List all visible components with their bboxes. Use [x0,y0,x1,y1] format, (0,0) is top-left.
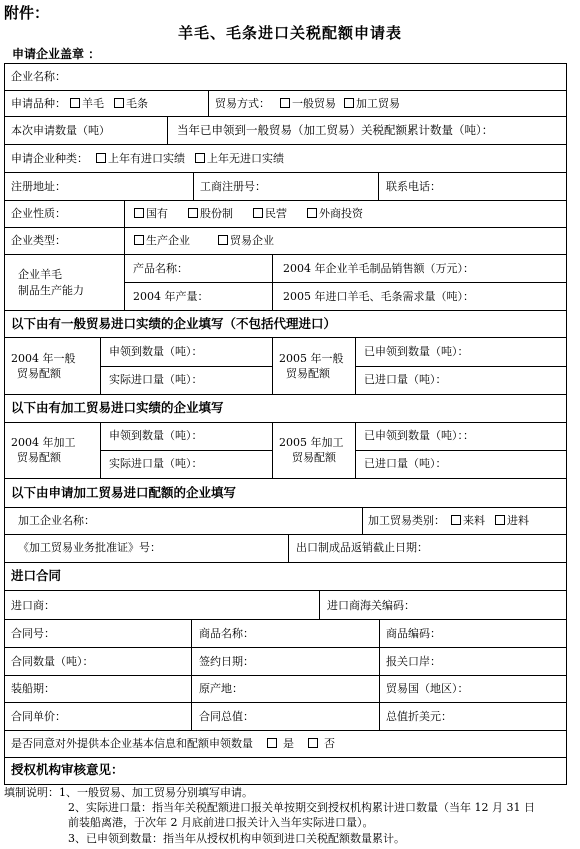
consent-field [11,737,335,750]
form-title: 羊毛、毛条进口关税配额申请表 [177,24,402,42]
processing-applied-2005-label: 已申领到数量（吨）：： [364,429,474,442]
trade-mode-field [215,97,400,110]
processing-2005-label-line2: 贸易配额 [292,451,336,464]
ownership-options [130,207,363,220]
company-category-field [11,152,284,165]
checkbox-consent-yes[interactable] [267,738,277,748]
processing-2005-label-line1: 2005 年加工 [279,436,344,449]
registered-address-label: 注册地址： [11,180,66,193]
checkbox-wool-top[interactable] [114,98,124,108]
importer-label: 进口商： [11,599,55,612]
consent-label: 是否同意对外提供本企业基本信息和配额申领数量 [11,737,253,750]
checkbox-joint-stock[interactable] [188,208,198,218]
total-price-label: 合同总值： [199,710,254,723]
option-wool: 羊毛 [82,97,104,110]
option-consent-no: 否 [324,737,335,750]
note-line-4: 3、已申领到数量：指当年从授权机构申领到进口关税配额数量累计。 [68,832,405,845]
cumulative-quantity-label: 当年已申领到一般贸易（加工贸易）关税配额累计数量（吨）： [177,123,494,137]
processing-company-label: 加工企业名称： [18,514,95,527]
checkbox-trading-company[interactable] [218,235,228,245]
processing-category-label: 加工贸易类别： [368,514,445,527]
product-name-label: 产品名称： [133,262,188,275]
general-imported-2005-label: 已进口量（吨）： [364,373,447,386]
general-applied-2005-label: 已申领到数量（吨）： [364,345,469,358]
processing-actual-label: 实际进口量（吨）： [109,457,203,470]
checkbox-state-owned[interactable] [134,208,144,218]
product-type-field [11,97,148,110]
processing-apply-heading: 以下由申请加工贸易进口配额的企业填写 [11,485,237,500]
checkbox-manufacturer[interactable] [134,235,144,245]
option-supplied-materials: 来料 [463,514,485,527]
checkbox-imported-materials[interactable] [495,515,505,525]
checkbox-foreign-invested[interactable] [307,208,317,218]
checkbox-general-trade[interactable] [280,98,290,108]
ownership-label: 企业性质： [11,207,66,220]
capacity-label-line2: 制品生产能力 [18,284,84,297]
note-line-2: 2、实际进口量：指当年关税配额进口报关单按期交到授权机构累计进口数量（当年 12 月 31 日 [68,801,535,814]
option-no-imports: 上年无进口实绩 [207,152,284,165]
general-actual-label: 实际进口量（吨）： [109,373,203,386]
current-quantity-label: 本次申请数量（吨） [11,124,110,137]
general-trade-heading: 以下由有一般贸易进口实绩的企业填写（不包括代理进口） [11,316,337,331]
company-type-label: 企业类型： [11,234,66,247]
product-type-label: 申请品种： [11,97,66,110]
option-private: 民营 [265,207,287,220]
checkbox-processing-trade[interactable] [344,98,354,108]
processing-applied-label: 申领到数量（吨）： [109,429,203,442]
option-processing-trade: 加工贸易 [356,97,400,110]
general-2005-label-line1: 2005 年一般 [279,352,344,365]
applicant-seal-label: 申请企业盖章 ： [12,47,101,61]
contract-quantity-label: 合同数量（吨）： [11,655,94,668]
output-2004-label: 2004 年产量： [133,290,209,303]
business-registration-label: 工商注册号： [200,180,266,193]
general-2004-label-line2: 贸易配额 [17,367,61,380]
option-wool-top: 毛条 [126,97,148,110]
general-2004-label-line1: 2004 年一般 [11,352,76,365]
contract-number-label: 合同号： [11,627,55,640]
trade-country-label: 贸易国（地区）： [386,682,469,695]
commodity-name-label: 商品名称： [199,627,254,640]
importer-customs-code-label: 进口商海关编码： [327,599,415,612]
processing-trade-heading: 以下由有加工贸易进口实绩的企业填写 [11,400,224,415]
checkbox-consent-no[interactable] [308,738,318,748]
customs-port-label: 报关口岸： [386,655,441,668]
processing-2004-label-line1: 2004 年加工 [11,436,76,449]
option-foreign-invested: 外商投资 [319,207,363,220]
signing-date-label: 签约日期： [199,655,254,668]
option-manufacturer: 生产企业 [146,234,190,247]
attachment-label: 附件： [4,4,50,22]
company-category-label: 申请企业种类： [11,152,88,165]
unit-price-label: 合同单价： [11,710,66,723]
phone-label: 联系电话： [386,180,441,193]
company-type-options [130,234,274,247]
general-applied-label: 申领到数量（吨）： [109,345,203,358]
checkbox-private[interactable] [253,208,263,218]
origin-label: 原产地： [199,682,243,695]
processing-2004-label-line2: 贸易配额 [17,451,61,464]
checkbox-no-imports[interactable] [195,153,205,163]
option-imported-materials: 进料 [507,514,529,527]
contract-heading: 进口合同 [11,568,62,583]
option-consent-yes: 是 [283,737,294,750]
processing-imported-2005-label: 已进口量（吨）： [364,457,447,470]
option-had-imports: 上年有进口实绩 [108,152,185,165]
option-state-owned: 国有 [146,207,168,220]
checkbox-had-imports[interactable] [96,153,106,163]
total-usd-label: 总值折美元： [386,710,452,723]
shipment-date-label: 装船期： [11,682,55,695]
permit-number-label: 《加工贸易业务批准证》号： [18,541,161,554]
commodity-code-label: 商品编码： [386,627,441,640]
capacity-label-line1: 企业羊毛 [18,268,62,281]
checkbox-wool[interactable] [70,98,80,108]
option-joint-stock: 股份制 [200,207,233,220]
option-trading-company: 贸易企业 [230,234,274,247]
checkbox-supplied-materials[interactable] [451,515,461,525]
company-name-label: 企业名称： [11,70,66,83]
general-2005-label-line2: 贸易配额 [286,367,330,380]
note-line-1: 填制说明：1、一般贸易、加工贸易分别填写申请。 [4,786,253,799]
demand-2005-label: 2005 年进口羊毛、毛条需求量（吨）： [283,290,474,303]
authority-review-label: 授权机构审核意见： [11,762,124,777]
export-deadline-label: 出口制成品返销截止日期： [296,541,428,554]
option-general-trade: 一般贸易 [292,97,336,110]
sales-2004-label: 2004 年企业羊毛制品销售额（万元）： [283,262,474,275]
trade-mode-label: 贸易方式： [215,97,270,110]
processing-category-field [368,514,529,527]
note-line-3: 前装船离港，于次年 2 月底前进口报关计入当年实际进口量）。 [68,816,374,829]
